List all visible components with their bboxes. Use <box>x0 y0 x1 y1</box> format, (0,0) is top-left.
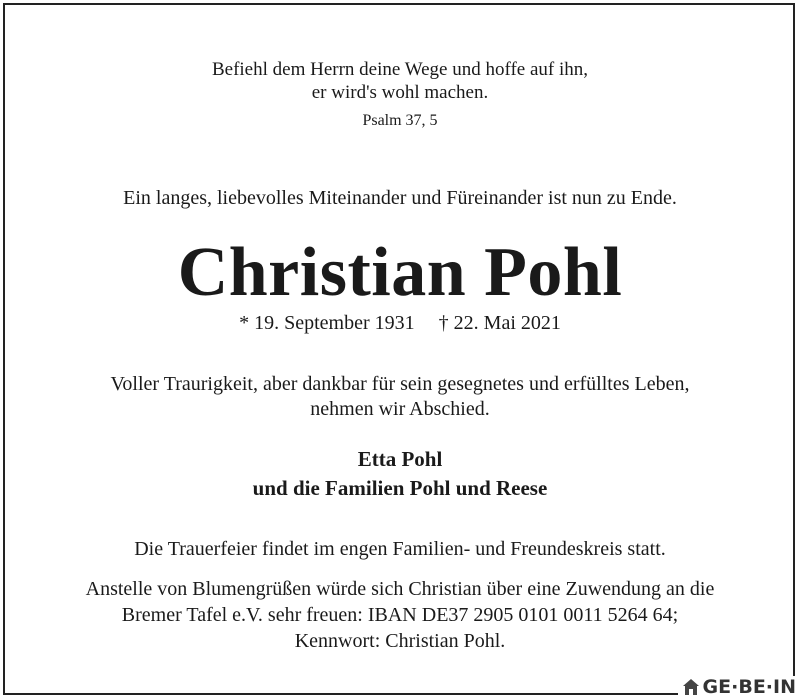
mourner-line-1: Etta Pohl <box>357 447 443 471</box>
donation-line-1: Anstelle von Blumengrüßen würde sich Christian über eine Zuwendung an die <box>85 578 715 600</box>
deceased-name: Christian Pohl <box>177 234 623 311</box>
logo-text: GE·BE·IN <box>702 676 796 698</box>
mourner-line-2: und die Familien Pohl und Reese <box>252 476 548 500</box>
psalm-reference: Psalm 37, 5 <box>362 112 438 129</box>
publisher-logo <box>678 676 796 698</box>
death-date: † 22. Mai 2021 <box>438 312 561 334</box>
farewell-line-2: nehmen wir Abschied. <box>310 398 490 420</box>
motto-line-1: Befiehl dem Herrn deine Wege und hoffe auf ihn, <box>211 59 589 80</box>
life-dates <box>0 312 800 335</box>
intro-text: Ein langes, liebevolles Miteinander und Füreinander ist nun zu Ende. <box>123 187 677 209</box>
motto-line-2: er wird's wohl machen. <box>311 82 489 103</box>
donation-line-2: Bremer Tafel e.V. sehr freuen: IBAN DE37 2905 0101 0011 5264 64; <box>121 604 679 626</box>
birth-date: * 19. September 1931 <box>239 312 415 334</box>
house-icon <box>682 678 700 696</box>
ceremony-notice: Die Trauerfeier findet im engen Familien- und Freundeskreis statt. <box>134 538 666 560</box>
farewell-line-1: Voller Traurigkeit, aber dankbar für sein gesegnetes und erfülltes Leben, <box>110 373 690 395</box>
donation-line-3: Kennwort: Christian Pohl. <box>294 630 506 652</box>
